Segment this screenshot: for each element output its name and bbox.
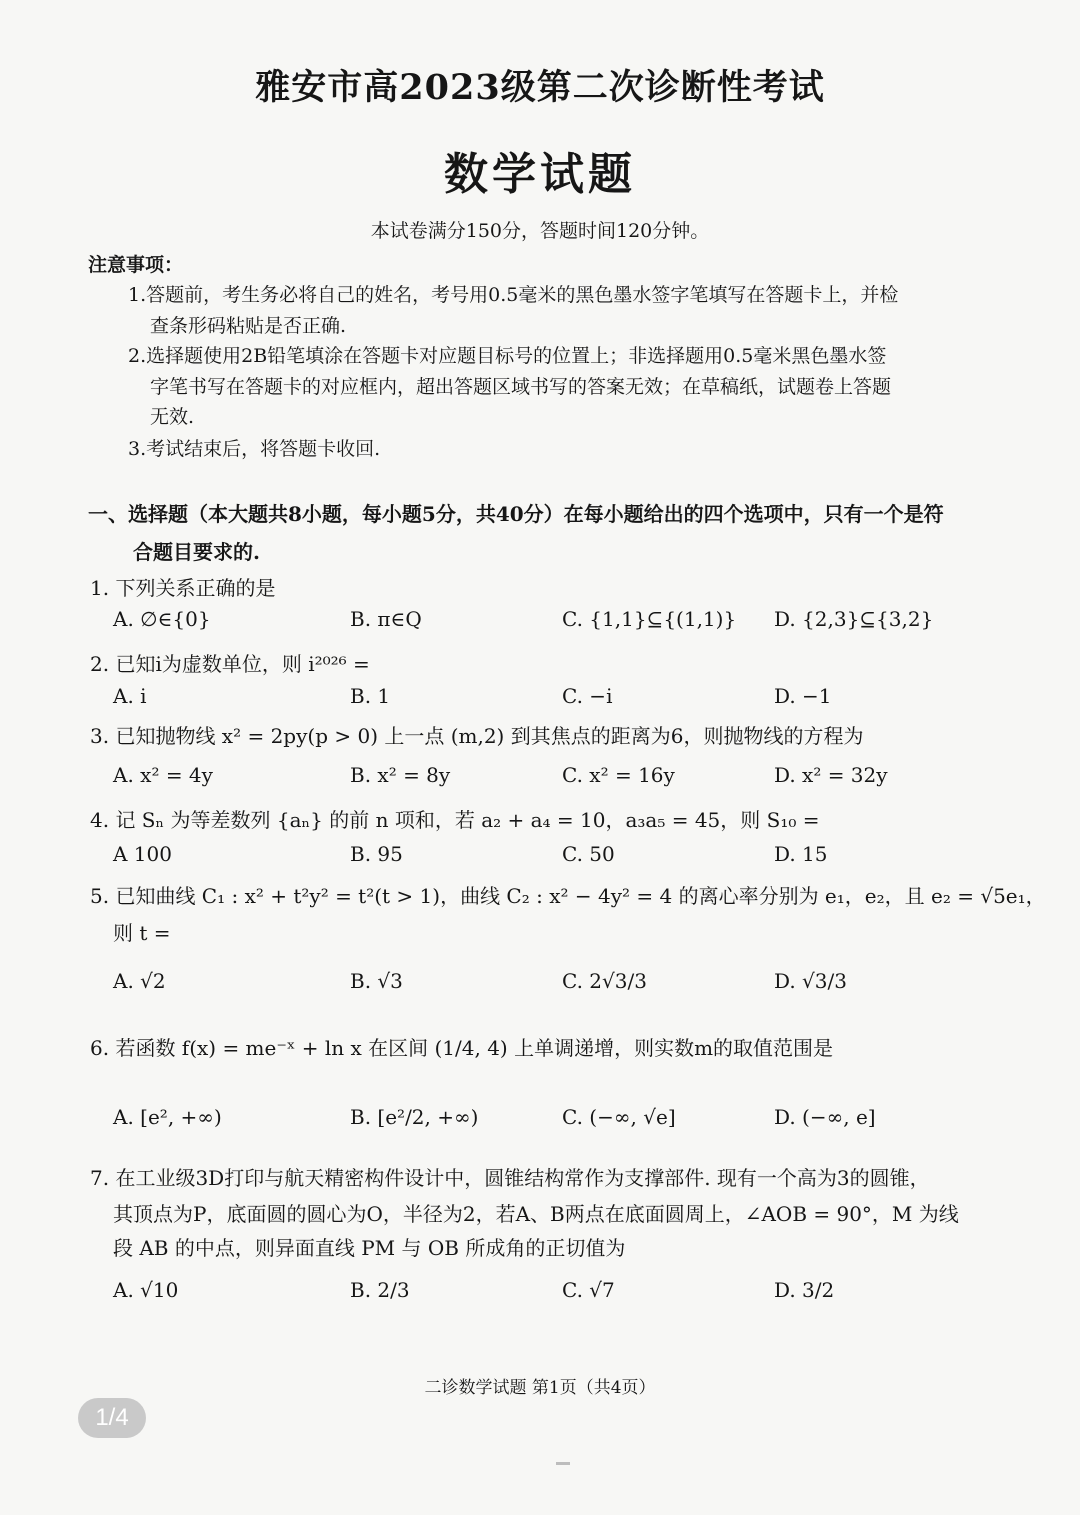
page-indicator-badge[interactable]: 1/4 (78, 1398, 146, 1438)
notice-item-2: 2.选择题使用2B铅笔填涂在答题卡对应题目标号的位置上；非选择题用0.5毫米黑色墨水签 (128, 345, 887, 367)
question-6-option-a: A. [e², +∞) (113, 1105, 222, 1129)
notice-item-2-cont2: 无效. (150, 406, 195, 428)
question-7-option-a: A. √10 (113, 1278, 179, 1302)
question-4-option-d: D. 15 (774, 842, 828, 866)
exam-meta: 本试卷满分150分，答题时间120分钟。 (370, 220, 710, 242)
question-2-option-c: C. −i (562, 684, 613, 708)
question-1-option-c: C. {1,1}⊆{(1,1)} (562, 607, 737, 631)
subject-title: 数学试题 (444, 149, 636, 200)
notice-item-1: 1.答题前，考生务必将自己的姓名，考号用0.5毫米的黑色墨水签字笔填写在答题卡上，并检 (128, 284, 899, 306)
question-5-option-c: C. 2√3/3 (562, 969, 647, 993)
notice-heading: 注意事项： (88, 254, 184, 276)
question-5-stem-cont: 则 t = (113, 921, 171, 945)
question-5-option-a: A. √2 (113, 969, 166, 993)
question-7-stem-cont: 其顶点为P，底面圆的圆心为O，半径为2，若A、B两点在底面圆周上，∠AOB = 90°，M 为线 (113, 1202, 959, 1226)
question-6-stem: 6. 若函数 f(x) = me⁻ˣ + ln x 在区间 (1/4, 4) 上单调递增，则实数m的取值范围是 (90, 1036, 834, 1060)
question-4-option-b: B. 95 (350, 842, 403, 866)
notice-item-1-cont: 查条形码粘贴是否正确. (150, 315, 347, 337)
question-1-option-b: B. π∈Q (350, 607, 422, 631)
question-1-option-a: A. ∅∈{0} (113, 607, 211, 631)
page-footer: 二诊数学试题 第1页（共4页） (424, 1378, 656, 1398)
notice-item-3: 3.考试结束后，将答题卡收回. (128, 438, 381, 460)
question-2-stem: 2. 已知i为虚数单位，则 i²⁰²⁶ = (90, 652, 370, 676)
question-6-option-b: B. [e²/2, +∞) (350, 1105, 479, 1129)
question-4-option-a: A 100 (113, 842, 172, 866)
question-3-stem: 3. 已知抛物线 x² = 2py(p > 0) 上一点 (m,2) 到其焦点的距离为6，则抛物线的方程为 (90, 724, 864, 748)
scan-speck (556, 1462, 570, 1465)
question-3-option-b: B. x² = 8y (350, 763, 451, 787)
question-7-stem: 7. 在工业级3D打印与航天精密构件设计中，圆锥结构常作为支撑部件. 现有一个高为3的圆锥， (90, 1166, 930, 1190)
question-1-option-d: D. {2,3}⊆{3,2} (774, 607, 934, 631)
question-5-stem: 5. 已知曲线 C₁ : x² + t²y² = t²(t > 1)，曲线 C₂ : x² − 4y² = 4 的离心率分别为 e₁，e₂，且 e₂ = √5e₁， (90, 884, 1046, 908)
notice-item-2-cont: 字笔书写在答题卡的对应框内，超出答题区域书写的答案无效；在草稿纸，试题卷上答题 (150, 376, 892, 398)
question-3-option-a: A. x² = 4y (113, 763, 213, 787)
question-3-option-c: C. x² = 16y (562, 763, 675, 787)
question-7-stem-cont2: 段 AB 的中点，则异面直线 PM 与 OB 所成角的正切值为 (113, 1236, 626, 1260)
question-6-option-c: C. (−∞, √e] (562, 1105, 676, 1129)
question-5-option-b: B. √3 (350, 969, 403, 993)
section-heading-cont: 合题目要求的. (133, 540, 260, 564)
question-1-stem: 1. 下列关系正确的是 (90, 576, 276, 600)
question-7-option-b: B. 2/3 (350, 1278, 410, 1302)
question-3-option-d: D. x² = 32y (774, 763, 888, 787)
question-6-option-d: D. (−∞, e] (774, 1105, 876, 1129)
section-heading: 一、选择题（本大题共8小题，每小题5分，共40分）在每小题给出的四个选项中，只有一个是符 (88, 502, 944, 526)
question-2-option-a: A. i (113, 684, 147, 708)
question-5-option-d: D. √3/3 (774, 969, 847, 993)
question-2-option-b: B. 1 (350, 684, 391, 708)
question-4-option-c: C. 50 (562, 842, 615, 866)
exam-title: 雅安市高2023级第二次诊断性考试 (255, 67, 825, 108)
question-4-stem: 4. 记 Sₙ 为等差数列 {aₙ} 的前 n 项和，若 a₂ + a₄ = 10，a₃a₅ = 45，则 S₁₀ = (90, 808, 820, 832)
question-7-option-c: C. √7 (562, 1278, 615, 1302)
question-2-option-d: D. −1 (774, 684, 832, 708)
question-7-option-d: D. 3/2 (774, 1278, 835, 1302)
